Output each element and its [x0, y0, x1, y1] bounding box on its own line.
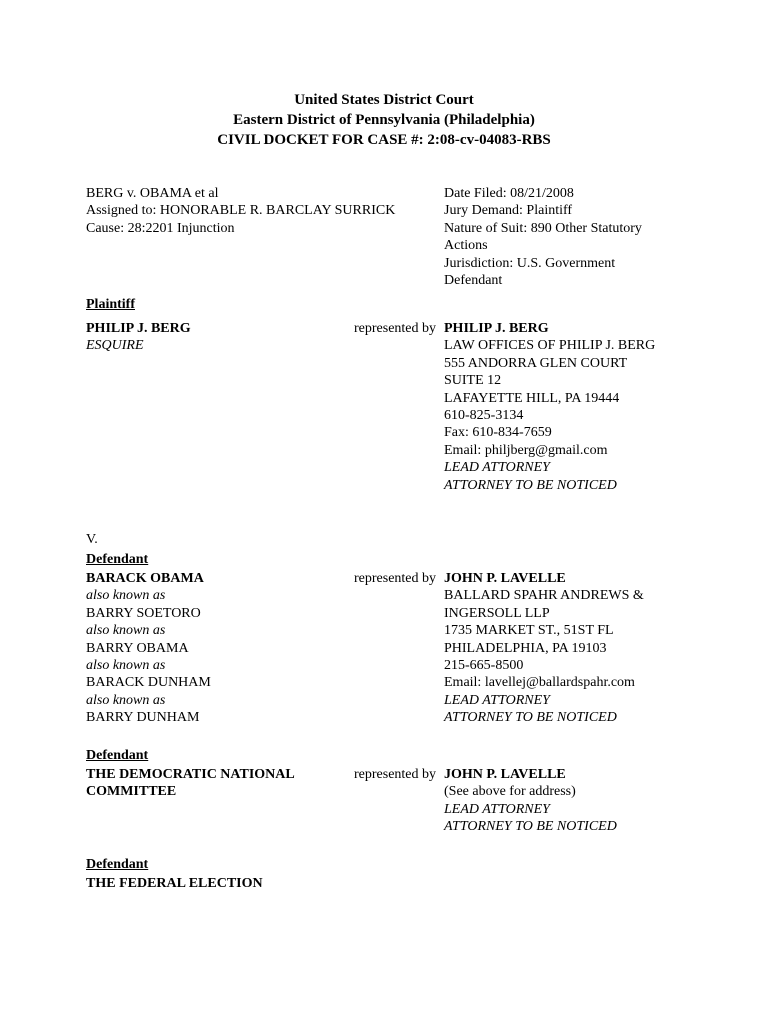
- defendant2-attorney-block: [444, 766, 617, 836]
- address-line: LAW OFFICES OF PHILIP J. BERG: [444, 338, 656, 354]
- address-line: LAFAYETTE HILL, PA 19444: [444, 390, 620, 406]
- defendant-represented-by: represented by: [354, 571, 437, 586]
- defendant-represented-by: represented by: [354, 767, 437, 782]
- address-note: (See above for address): [444, 784, 576, 800]
- nature-of-suit-cont: Actions: [444, 238, 488, 254]
- case-caption: BERG v. OBAMA et al: [86, 186, 219, 201]
- address-line: BALLARD SPAHR ANDREWS &: [444, 588, 644, 604]
- defendant-name-line1: THE DEMOCRATIC NATIONAL: [86, 767, 295, 782]
- plaintiff-represented-by: represented by: [354, 321, 437, 336]
- defendant-heading: Defendant: [86, 857, 149, 872]
- plaintiff-name: PHILIP J. BERG: [86, 321, 191, 336]
- address-line: 1735 MARKET ST., 51ST FL: [444, 623, 614, 639]
- alias-name: BARRY DUNHAM: [86, 710, 200, 726]
- case-info-left: [86, 185, 395, 237]
- notice-label: ATTORNEY TO BE NOTICED: [444, 819, 617, 835]
- defendant-name-line2: COMMITTEE: [86, 784, 177, 800]
- address-line: INGERSOLL LLP: [444, 605, 550, 621]
- fax: Fax: 610-834-7659: [444, 425, 552, 441]
- defendant-attorney-name: JOHN P. LAVELLE: [444, 767, 566, 782]
- case-info-right: [444, 185, 642, 289]
- alias-name: BARRY OBAMA: [86, 640, 189, 656]
- address-line: 555 ANDORRA GLEN COURT: [444, 355, 628, 371]
- defendant-heading: Defendant: [86, 748, 149, 763]
- alias-label: also known as: [86, 658, 166, 674]
- nature-of-suit: Nature of Suit: 890 Other Statutory: [444, 220, 642, 236]
- email: Email: lavellej@ballardspahr.com: [444, 675, 635, 691]
- lead-attorney-label: LEAD ATTORNEY: [444, 801, 550, 817]
- plaintiff-title: ESQUIRE: [86, 338, 144, 353]
- alias-label: also known as: [86, 588, 166, 604]
- defendant-heading: Defendant: [86, 552, 149, 567]
- court-district: Eastern District of Pennsylvania (Philadelphia): [233, 112, 535, 128]
- email: Email: philjberg@gmail.com: [444, 442, 608, 458]
- phone: 215-665-8500: [444, 658, 524, 674]
- plaintiff-attorney-name: PHILIP J. BERG: [444, 321, 549, 336]
- jurisdiction-cont: Defendant: [444, 273, 503, 289]
- alias-label: also known as: [86, 692, 166, 708]
- case-cause: Cause: 28:2201 Injunction: [86, 220, 235, 236]
- notice-label: ATTORNEY TO BE NOTICED: [444, 477, 617, 493]
- defendant-attorney-name: JOHN P. LAVELLE: [444, 571, 566, 586]
- court-name: United States District Court: [294, 92, 474, 108]
- defendant-dnc-block: [86, 766, 295, 801]
- defendant-name: BARACK OBAMA: [86, 571, 204, 586]
- lead-attorney-label: LEAD ATTORNEY: [444, 692, 550, 708]
- defendant-attorney-block: [444, 570, 644, 727]
- defendant-name-line1: THE FEDERAL ELECTION: [86, 876, 263, 891]
- alias-label: also known as: [86, 623, 166, 639]
- plaintiff-attorney-block: [444, 320, 655, 494]
- lead-attorney-label: LEAD ATTORNEY: [444, 460, 550, 476]
- alias-name: BARACK DUNHAM: [86, 675, 211, 691]
- date-filed: Date Filed: 08/21/2008: [444, 186, 574, 201]
- alias-name: BARRY SOETORO: [86, 605, 201, 621]
- jurisdiction: Jurisdiction: U.S. Government: [444, 255, 616, 271]
- case-number-title: CIVIL DOCKET FOR CASE #: 2:08-cv-04083-RBS: [217, 132, 551, 148]
- defendant-obama-block: [86, 570, 211, 727]
- jury-demand: Jury Demand: Plaintiff: [444, 203, 573, 219]
- notice-label: ATTORNEY TO BE NOTICED: [444, 710, 617, 726]
- plaintiff-heading: Plaintiff: [86, 297, 135, 312]
- address-line: PHILADELPHIA, PA 19103: [444, 640, 607, 656]
- address-line: SUITE 12: [444, 373, 502, 389]
- versus: V.: [86, 532, 98, 547]
- assigned-judge: Assigned to: HONORABLE R. BARCLAY SURRICK: [86, 203, 396, 219]
- phone: 610-825-3134: [444, 408, 524, 424]
